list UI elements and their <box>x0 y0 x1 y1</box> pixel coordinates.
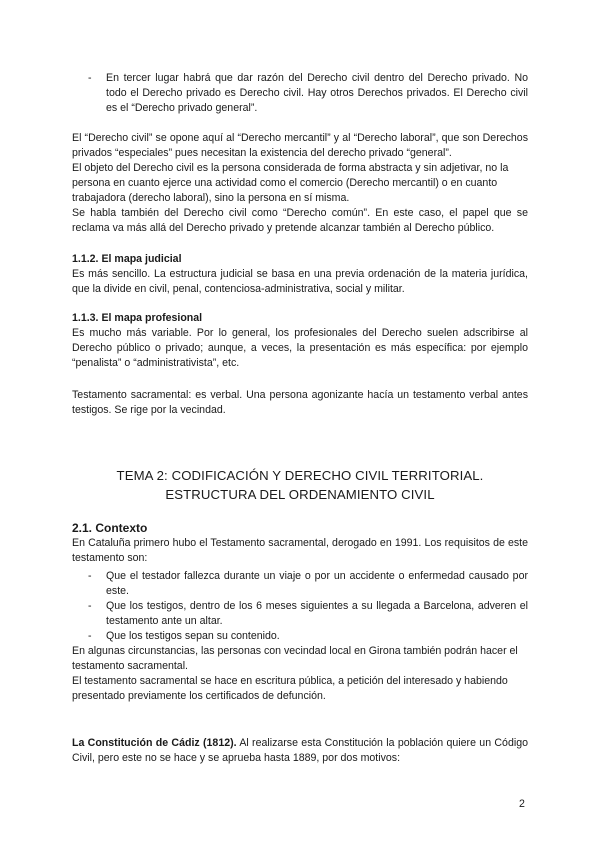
list-item-text: Que los testigos sepan su contenido. <box>106 630 280 642</box>
section-testamento-verbal <box>72 388 528 418</box>
list-item <box>88 629 528 644</box>
section-contexto <box>72 521 528 566</box>
page-number: 2 <box>519 798 525 810</box>
section-constitucion-cadiz <box>72 736 528 766</box>
bullet-dash: - <box>88 72 92 84</box>
chapter-title-line-1: TEMA 2: CODIFICACIÓN Y DERECHO CIVIL TERRITORIAL. <box>116 468 484 483</box>
section-girona <box>72 644 528 704</box>
paragraph-block-derecho-civil <box>72 131 528 236</box>
heading-mapa-judicial: 1.1.2. El mapa judicial <box>72 253 182 265</box>
paragraph-objeto-derecho-civil: El objeto del Derecho civil es la persona considerada de forma abstracta y sin adjetivar, no la persona en cuanto ejerce una actividad como el comercio (Derecho mercantil) o en cuanto trabajadora (derecho laboral), sino la persona en sí misma. <box>72 162 509 204</box>
paragraph-girona: En algunas circunstancias, las personas con vecindad local en Girona también podrán hacer el testamento sacramental. <box>72 645 518 672</box>
bullet-dash: - <box>88 630 92 642</box>
paragraph-derecho-civil-opone: El “Derecho civil” se opone aquí al “Derecho mercantil” y al “Derecho laboral”, que son Derechos privados “especiales” pues necesitan la existencia del derecho privado “general”. <box>72 132 528 159</box>
section-mapa-judicial <box>72 252 528 297</box>
paragraph-mapa-judicial: Es más sencillo. La estructura judicial se basa en una previa ordenación de la materia jurídica, que la divide en civil, penal, contenciosa-administrativa, social y militar. <box>72 268 528 295</box>
constitucion-cadiz-label: La Constitución de Cádiz (1812). <box>72 737 237 749</box>
bullet-dash: - <box>88 570 92 582</box>
list-item-text: Que el testador fallezca durante un viaje o por un accidente o enfermedad causado por este. <box>106 570 528 597</box>
heading-contexto: 2.1. Contexto <box>72 521 148 535</box>
list-item-text: Que los testigos, dentro de los 6 meses siguientes a su llegada a Barcelona, adveren el testamento ante un altar. <box>106 600 528 627</box>
heading-mapa-profesional: 1.1.3. El mapa profesional <box>72 312 203 324</box>
bullet-dash: - <box>88 600 92 612</box>
section-mapa-profesional <box>72 311 528 371</box>
paragraph-constitucion-cadiz <box>72 736 528 766</box>
bullet-derecho-privado <box>88 71 528 116</box>
paragraph-mapa-profesional: Es mucho más variable. Por lo general, los profesionales del Derecho suelen adscribirse al Derecho público o privado; aunque, a veces, la presentación es más específica: por ejemplo “penalista” o “administrativista”, etc. <box>72 327 528 369</box>
constitucion-cadiz-text: Al realizarse esta Constitución la población quiere un Código Civil, pero este no se hace y se aprueba hasta 1889, por dos motivos: <box>72 737 528 764</box>
paragraph-testamento-sacramental: Testamento sacramental: es verbal. Una persona agonizante hacía un testamento verbal antes testigos. Se rige por la vecindad. <box>72 389 528 416</box>
paragraph-escritura-publica: El testamento sacramental se hace en escritura pública, a petición del interesado y habiendo presentado previamente los certificados de defunción. <box>72 675 508 702</box>
chapter-title <box>72 466 528 504</box>
paragraph-derecho-comun: Se habla también del Derecho civil como “Derecho común”. En este caso, el papel que se reclama va más allá del Derecho privado y pretende alcanzar también al Derecho público. <box>72 207 528 234</box>
chapter-title-line-2: ESTRUCTURA DEL ORDENAMIENTO CIVIL <box>165 487 435 502</box>
list-item <box>88 599 528 629</box>
paragraph-contexto-intro: En Cataluña primero hubo el Testamento sacramental, derogado en 1991. Los requisitos de este testamento son: <box>72 537 528 564</box>
list-item <box>88 569 528 599</box>
bullet-text: En tercer lugar habrá que dar razón del Derecho civil dentro del Derecho privado. No todo el Derecho privado es Derecho civil. Hay otros Derechos privados. El Derecho civil es el “Derecho privado general”. <box>106 72 528 114</box>
